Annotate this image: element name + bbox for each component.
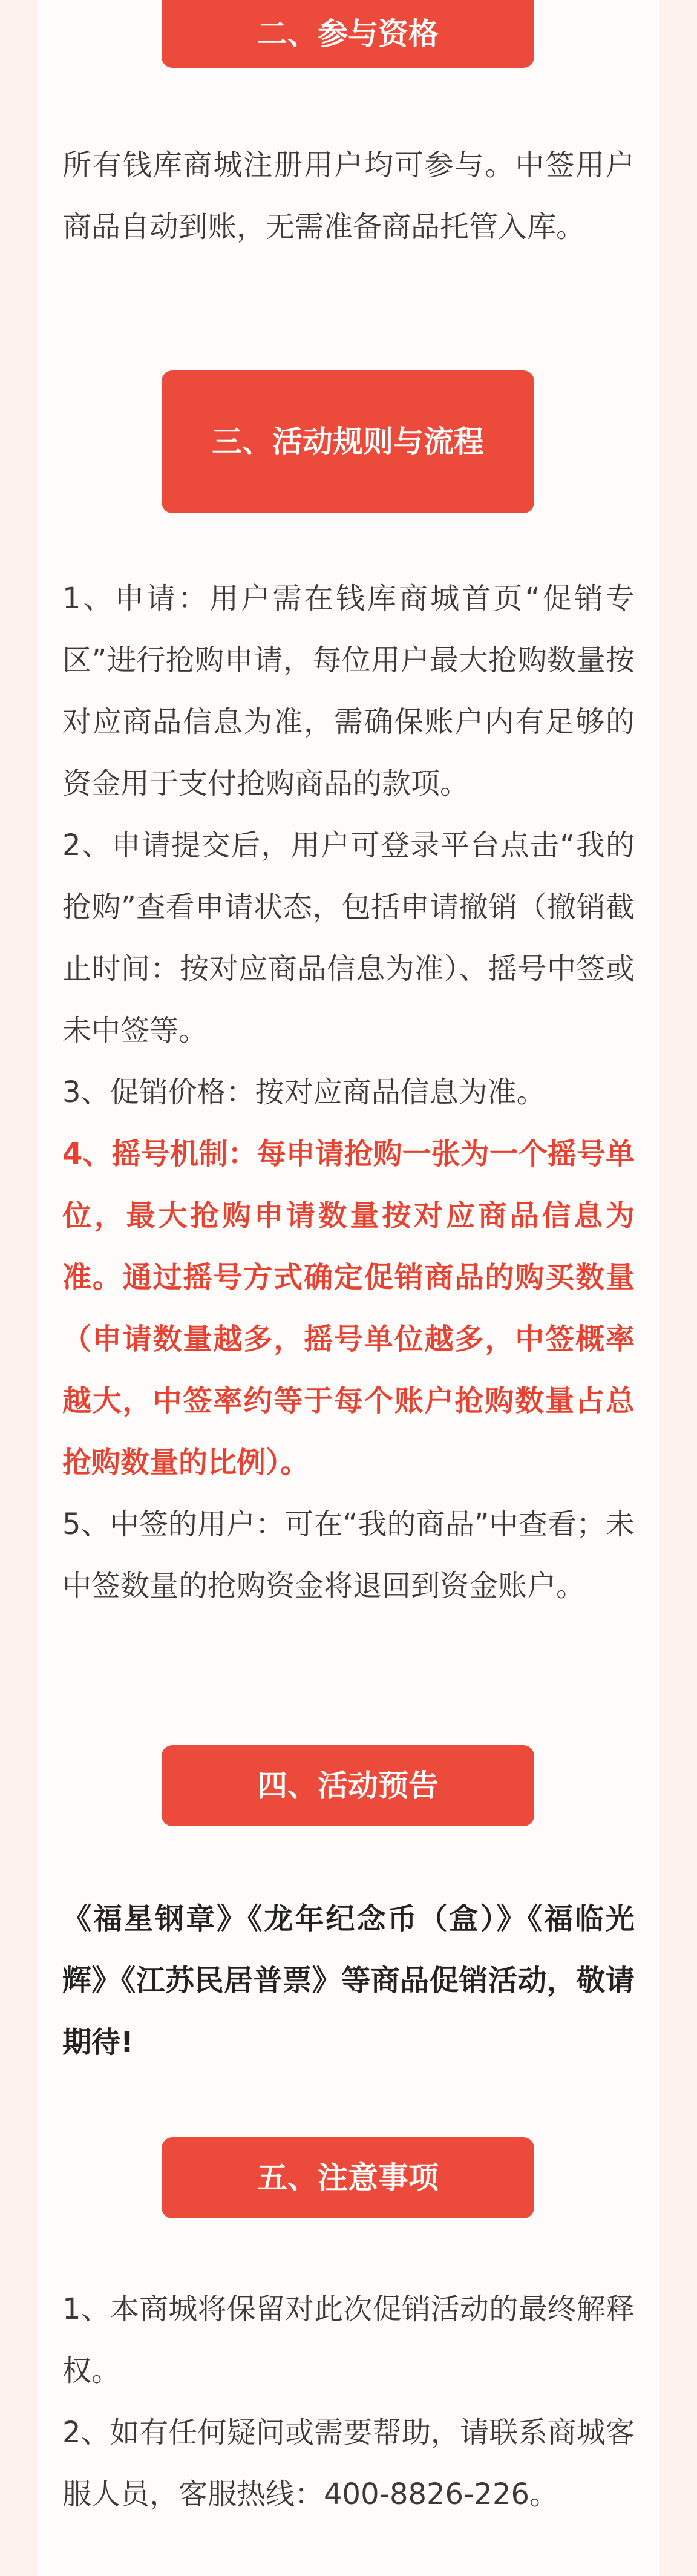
preview-paragraph: 《福星钢章》《龙年纪念币（盒）》《福临光辉》《江苏民居普票》等商品促销活动，敬请期待! xyxy=(62,1902,635,2059)
rule-item-status: 2、申请提交后，用户可登录平台点击“我的抢购”查看申请状态，包括申请撤销（撤销截止时间：按对应商品信息为准）、摇号中签或未中签等。 xyxy=(62,828,635,1047)
section-title-rules: 三、活动规则与流程 xyxy=(162,370,534,513)
note-item-contact: 2、如有任何疑问或需要帮助，请联系商城客服人员，客服热线：400-8826-226。 xyxy=(62,2416,635,2511)
section-title-eligibility: 二、参与资格 xyxy=(162,0,534,68)
eligibility-paragraph: 所有钱库商城注册用户均可参与。中签用户商品自动到账，无需准备商品托管入库。 xyxy=(62,148,635,244)
rule-item-price: 3、促销价格：按对应商品信息为准。 xyxy=(62,1075,546,1109)
note-item-interpretation: 1、本商城将保留对此次促销活动的最终解释权。 xyxy=(62,2292,635,2388)
rules-list xyxy=(62,568,635,1617)
preview-text xyxy=(62,1888,635,2073)
rule-item-apply: 1、申请：用户需在钱库商城首页“促销专区”进行抢购申请，每位用户最大抢购数量按对应商品信息为准，需确保账户内有足够的资金用于支付抢购商品的款项。 xyxy=(62,582,635,801)
rule-item-winners: 5、中签的用户：可在“我的商品”中查看；未中签数量的抢购资金将退回到资金账户。 xyxy=(62,1507,635,1603)
rule-item-lottery: 4、摇号机制：每申请抢购一张为一个摇号单位，最大抢购申请数量按对应商品信息为准。通过摇号方式确定促销商品的购买数量（申请数量越多，摇号单位越多，中签概率越大，中签率约等于每个账户抢购数量占总抢购数量的比例）。 xyxy=(62,1137,635,1480)
notes-list xyxy=(62,2278,635,2525)
section-title-preview: 四、活动预告 xyxy=(162,1745,534,1826)
eligibility-text xyxy=(62,134,635,258)
section-title-notes: 五、注意事项 xyxy=(162,2137,534,2218)
